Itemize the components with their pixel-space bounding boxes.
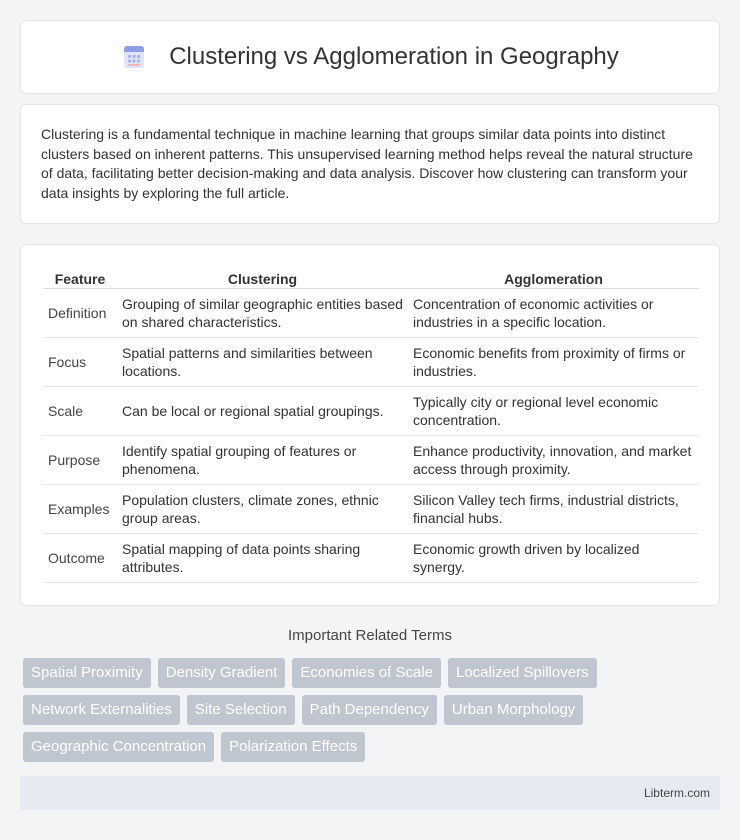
header-clustering: Clustering — [117, 263, 408, 289]
related-term-tag[interactable]: Network Externalities — [23, 695, 180, 725]
clustering-cell: Spatial mapping of data points sharing attributes. — [117, 534, 408, 583]
clustering-cell: Spatial patterns and similarities between locations. — [117, 338, 408, 387]
related-terms-list — [23, 658, 723, 769]
clustering-cell: Grouping of similar geographic entities based on shared characteristics. — [117, 289, 408, 338]
related-term-tag[interactable]: Localized Spillovers — [448, 658, 597, 688]
comparison-table — [43, 263, 699, 583]
clustering-cell: Population clusters, climate zones, ethnic group areas. — [117, 485, 408, 534]
header-card — [20, 20, 720, 94]
clustering-cell: Can be local or regional spatial groupings. — [117, 387, 408, 436]
related-term-tag[interactable]: Site Selection — [187, 695, 295, 725]
calculator-icon — [121, 44, 147, 70]
table-row — [43, 387, 699, 436]
clustering-cell: Identify spatial grouping of features or phenomena. — [117, 436, 408, 485]
feature-cell: Scale — [43, 387, 117, 436]
agglomeration-cell: Economic benefits from proximity of firms or industries. — [408, 338, 699, 387]
table-row — [43, 485, 699, 534]
related-term-tag[interactable]: Path Dependency — [302, 695, 437, 725]
intro-text: Clustering is a fundamental technique in machine learning that groups similar data points into distinct clusters based on inherent patterns. This unsupervised learning method helps reveal the natural structure of data, facilitating better decision-making and data analysis. Discover how clustering can transform your data insights by exploring the full article. — [41, 126, 693, 201]
agglomeration-cell: Enhance productivity, innovation, and market access through proximity. — [408, 436, 699, 485]
feature-cell: Outcome — [43, 534, 117, 583]
footer-site-link[interactable]: Libterm.com — [643, 786, 710, 800]
feature-cell: Focus — [43, 338, 117, 387]
related-terms-title: Important Related Terms — [288, 627, 452, 644]
related-term-tag[interactable]: Density Gradient — [158, 658, 286, 688]
footer — [20, 776, 720, 810]
table-header-row — [43, 263, 699, 289]
agglomeration-cell: Economic growth driven by localized synergy. — [408, 534, 699, 583]
table-row — [43, 436, 699, 485]
agglomeration-cell: Silicon Valley tech firms, industrial districts, financial hubs. — [408, 485, 699, 534]
related-term-tag[interactable]: Spatial Proximity — [23, 658, 151, 688]
agglomeration-cell: Typically city or regional level economic concentration. — [408, 387, 699, 436]
related-term-tag[interactable]: Geographic Concentration — [23, 732, 214, 762]
feature-cell: Purpose — [43, 436, 117, 485]
comparison-card — [20, 244, 720, 606]
related-term-tag[interactable]: Urban Morphology — [444, 695, 583, 725]
header-feature: Feature — [43, 263, 117, 289]
feature-cell: Definition — [43, 289, 117, 338]
page-title: Clustering vs Agglomeration in Geography — [169, 43, 619, 70]
table-row — [43, 338, 699, 387]
table-row — [43, 289, 699, 338]
table-row — [43, 534, 699, 583]
agglomeration-cell: Concentration of economic activities or industries in a specific location. — [408, 289, 699, 338]
header-agglomeration: Agglomeration — [408, 263, 699, 289]
intro-card — [20, 104, 720, 224]
related-term-tag[interactable]: Polarization Effects — [221, 732, 365, 762]
related-term-tag[interactable]: Economies of Scale — [292, 658, 441, 688]
feature-cell: Examples — [43, 485, 117, 534]
